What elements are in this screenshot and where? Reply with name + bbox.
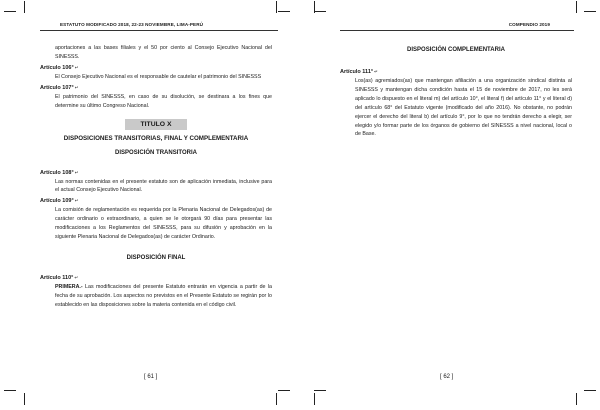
- page-number: [ 61 ]: [144, 374, 158, 380]
- paragraph-mark-icon: ↵: [74, 64, 79, 70]
- page-number: [ 62 ]: [440, 374, 454, 380]
- article-heading: [40, 63, 272, 73]
- running-header: [340, 20, 574, 31]
- article-text: La comisión de reglamentación es requerida por la Plenaria Nacional de Delegados(as) de carácter ordinario o extraordinario, a quien se le otorgará 90 días para presentar las modificaciones a los Reglamentos del SINESSS, para su difusión y aprobación en la siguiente Plenaria Nacional de Delegados(as) de carácter Ordinario.: [55, 207, 272, 241]
- crop-mark: [4, 390, 16, 391]
- article-body: Las modificaciones del presente Estatuto entrarán en vigencia a partir de la fecha de su aprobación. Los aspectos no previstos en el Presente Estatuto se regirán por lo establecido en las disposiciones sobre la materia contenida en el código civil.: [55, 283, 272, 308]
- article-label: Artículo 107°: [40, 84, 74, 91]
- crop-mark: [276, 393, 277, 405]
- running-header-text: COMPENDIO 2019: [508, 22, 550, 27]
- crop-mark: [576, 1, 577, 13]
- article-label: Artículo 106°: [40, 64, 74, 71]
- article-label: Artículo 111°: [340, 69, 374, 75]
- crop-mark: [584, 390, 596, 391]
- section-title: DISPOSICIONES TRANSITORIAS, FINAL Y COMPLEMENTARIA: [63, 134, 249, 142]
- article-text: Las normas contenidas en el presente estatuto son de aplicación inmediata, inclusive para el actual Consejo Ejecutivo Nacional.: [55, 178, 272, 194]
- running-header: [40, 20, 278, 31]
- right-page-body: [340, 46, 572, 139]
- right-page: [300, 0, 600, 410]
- article-label: Artículo 108°: [40, 169, 74, 176]
- subsection-title: DISPOSICIÓN FINAL: [126, 254, 186, 261]
- crop-mark: [276, 1, 277, 13]
- article-label: Artículo 109°: [40, 198, 74, 205]
- running-header-text: ESTATUTO MODIFICADO 2018, 22-23 NOVIEMBRE, LIMA-PERÚ: [60, 22, 204, 27]
- crop-mark: [314, 390, 326, 391]
- crop-mark: [24, 393, 25, 405]
- article-label: Artículo 110°: [40, 274, 74, 281]
- crop-mark: [584, 11, 596, 12]
- section-title: DISPOSICIÓN COMPLEMENTARIA: [407, 47, 505, 53]
- article-text: Los(as) agremiados(as) que mantengan afiliación a una organización sindical distinta al SINESSS y mantengan dicha condición hasta el 15 de noviembre de 2017, no les será aplicado lo dispuesto en el literal m) del artículo 10°, el literal f) del artículo 11° y el literal d) del artículo 68° del Estatuto vigente (modificado del año 2016). No obstante, no podrán ejercer el derecho del literal b) del artículo 9°, por lo que no tendrán derecho a elegir, ser elegido y/o formar parte de los órganos de gobierno del SINESSS a nivel nacional, local o de Base.: [355, 78, 572, 138]
- crop-mark: [278, 390, 290, 391]
- article-text: [55, 283, 272, 310]
- crop-mark: [4, 11, 16, 12]
- paragraph-mark-icon: ↵: [374, 69, 378, 74]
- crop-mark: [278, 11, 290, 12]
- crop-mark: [314, 1, 315, 13]
- paragraph-mark-icon: ↵: [74, 198, 79, 204]
- crop-mark: [24, 1, 25, 13]
- article-heading: [40, 273, 272, 283]
- article-text: El patrimonio del SINESSS, en caso de su disolución, se destinara a los fines que determine su último Congreso Nacional.: [55, 93, 272, 109]
- paragraph-mark-icon: ↵: [74, 169, 79, 175]
- article-heading: [40, 168, 272, 178]
- crop-mark: [576, 393, 577, 405]
- crop-mark: [314, 11, 326, 12]
- title-box: TITULO X: [125, 119, 187, 130]
- crop-mark: [314, 393, 315, 405]
- paragraph-mark-icon: ↵: [74, 274, 79, 280]
- article-text: El Consejo Ejecutivo Nacional es el responsable de cautelar el patrimonio del SINESSS: [55, 73, 262, 80]
- paragraph-mark-icon: ↵: [74, 84, 79, 90]
- left-page-body: [40, 44, 272, 310]
- article-heading: [40, 196, 272, 206]
- article-heading: [340, 67, 572, 77]
- article-lead: PRIMERA.-: [55, 283, 83, 290]
- article-heading: [40, 83, 272, 93]
- subsection-title: DISPOSICIÓN TRANSITORIA: [115, 149, 197, 156]
- continued-paragraph: aportaciones a las bases filiales y el 50 por ciento al Consejo Ejecutivo Nacional del SINESSS.: [55, 45, 272, 60]
